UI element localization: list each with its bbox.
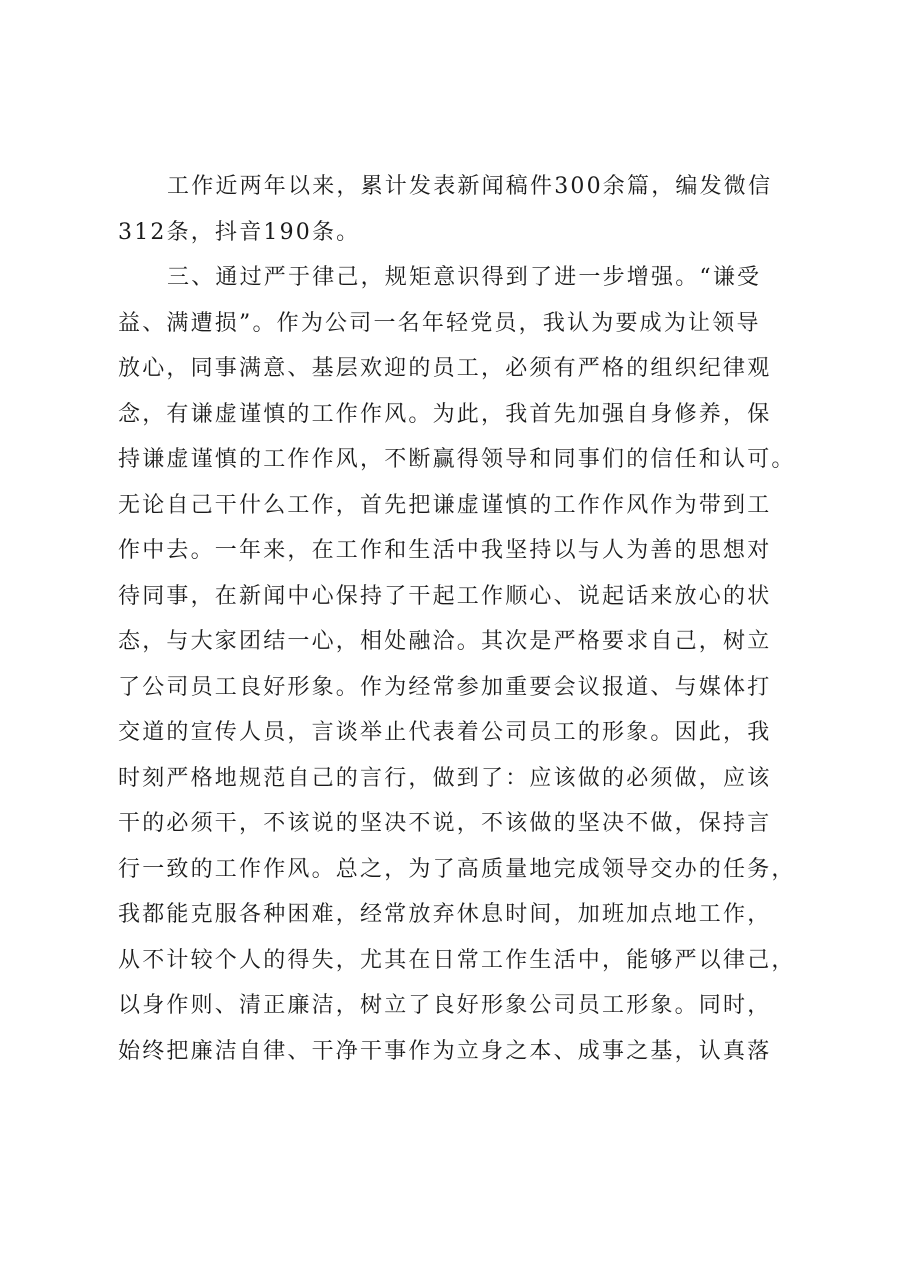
- paragraph-1-line-1: 工作近两年以来，累计发表新闻稿件300余篇，编发微信: [167, 174, 773, 199]
- paragraph-2-line-14: 行一致的工作作风。总之，为了高质量地完成领导交办的任务，: [118, 856, 796, 882]
- paragraph-2-line-6: 无论自己干什么工作，首先把谦虚谨慎的工作作风作为带到工: [118, 492, 772, 518]
- paragraph-2-line-4: 念，有谦虚谨慎的工作作风。为此，我首先加强自身修养，保: [118, 401, 772, 427]
- paragraph-2-line-7: 作中去。一年来，在工作和生活中我坚持以与人为善的思想对: [118, 538, 772, 563]
- paragraph-2-line-12: 时刻严格地规范自己的言行，做到了：应该做的必须做，应该: [118, 765, 772, 791]
- paragraph-2-line-5: 持谦虚谨慎的工作作风，不断赢得领导和同事们的信任和认可。: [118, 447, 796, 472]
- paragraph-2-line-8: 待同事，在新闻中心保持了干起工作顺心、说起话来放心的状: [118, 583, 772, 609]
- paragraph-2-line-17: 以身作则、清正廉洁，树立了良好形象公司员工形象。同时，: [118, 993, 772, 1018]
- paragraph-2-line-1: 三、通过严于律己，规矩意识得到了进一步增强。“谦受: [167, 265, 762, 290]
- paragraph-2-line-3: 放心，同事满意、基层欢迎的员工，必须有严格的组织纪律观: [118, 356, 772, 381]
- paragraph-2-line-11: 交道的宣传人员，言谈举止代表着公司员工的形象。因此，我: [118, 720, 772, 745]
- paragraph-2-line-2: 益、满遭损”。作为公司一名年轻党员，我认为要成为让领导: [118, 310, 761, 336]
- paragraph-2-line-9: 态，与大家团结一心，相处融洽。其次是严格要求自己，树立: [118, 629, 772, 654]
- document-body: [118, 164, 798, 1074]
- paragraph-2-line-18: 始终把廉洁自律、干净干事作为立身之本、成事之基，认真落: [118, 1038, 772, 1064]
- paragraph-2-line-16: 从不计较个人的得失，尤其在日常工作生活中，能够严以律己，: [118, 947, 796, 973]
- paragraph-2-line-13: 干的必须干，不该说的坚决不说，不该做的坚决不做，保持言: [118, 811, 772, 836]
- paragraph-2-line-15: 我都能克服各种困难，经常放弃休息时间，加班加点地工作，: [118, 902, 772, 927]
- paragraph-2-line-10: 了公司员工良好形象。作为经常参加重要会议报道、与媒体打: [118, 674, 772, 700]
- paragraph-1-line-2: 312条，抖音190条。: [118, 219, 361, 245]
